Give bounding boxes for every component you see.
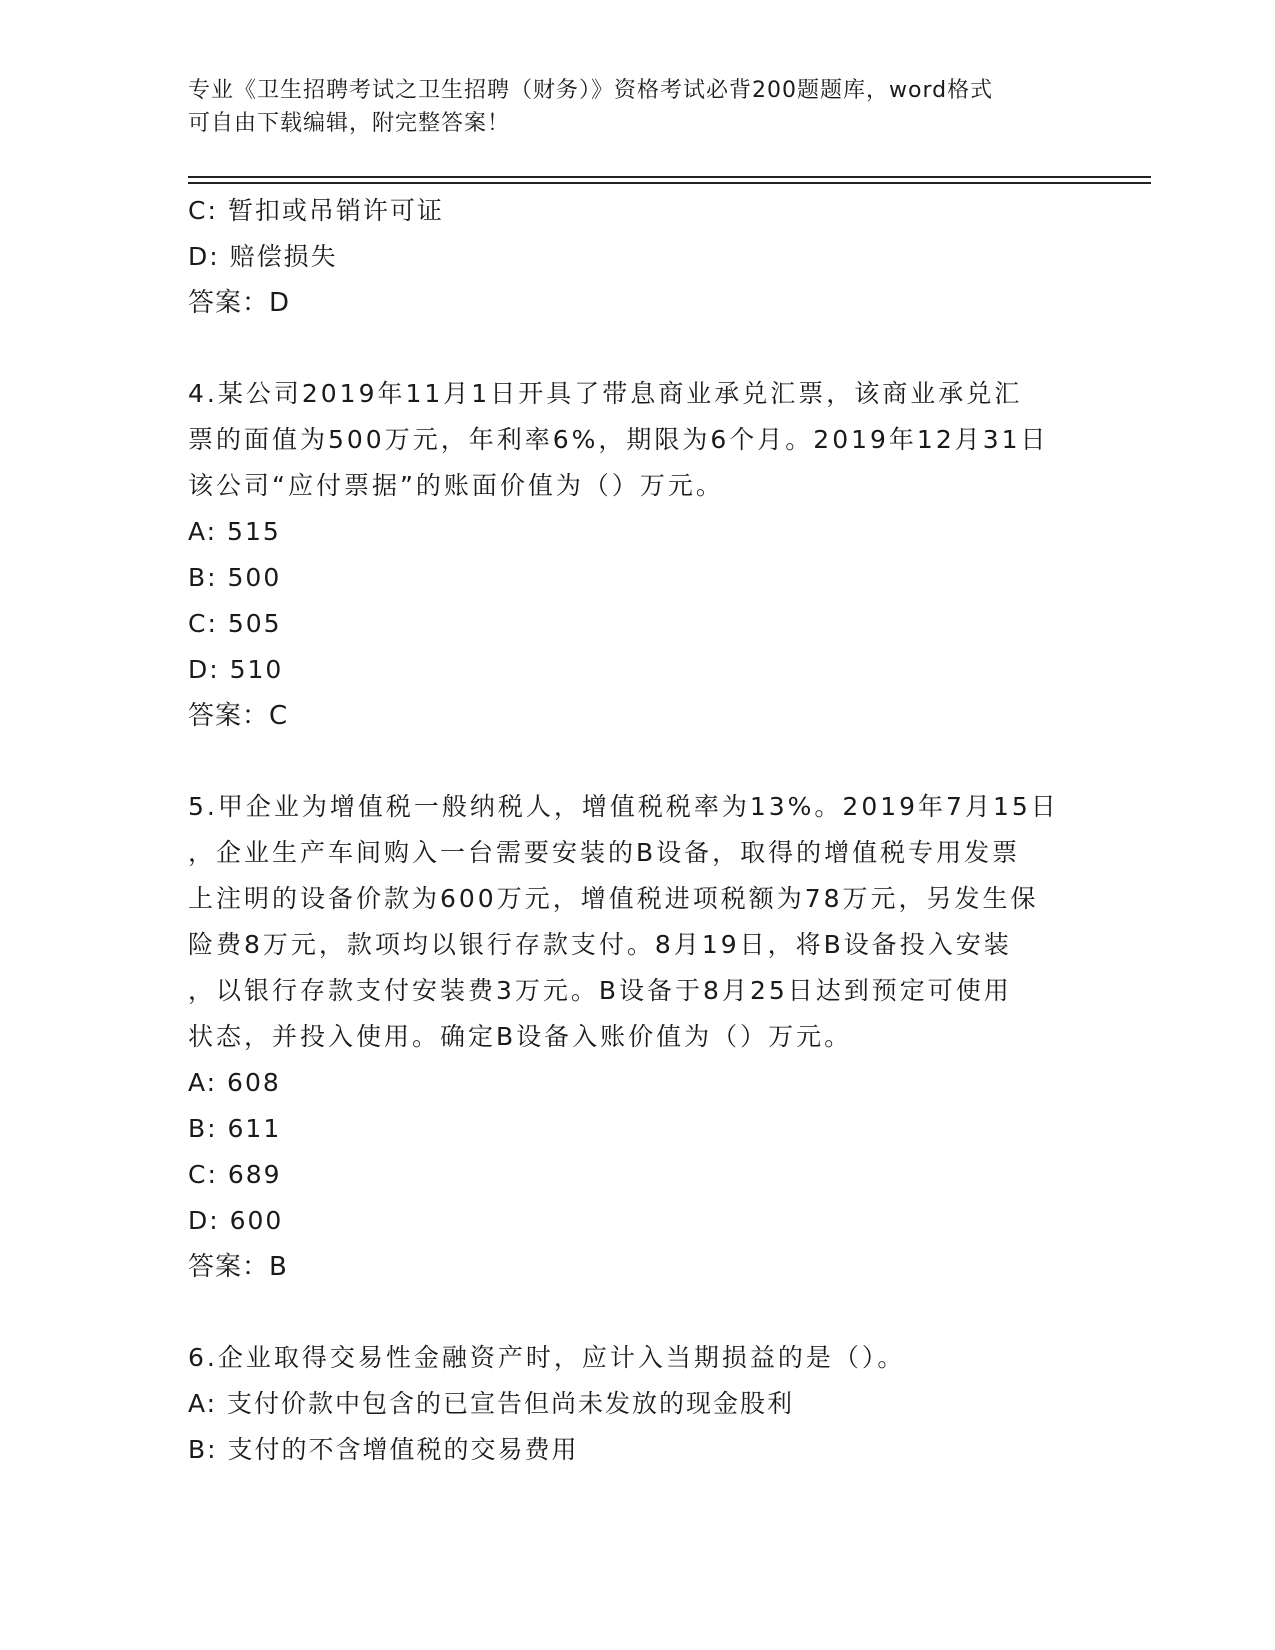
option-d: D: 赔偿损失 — [188, 242, 338, 271]
option-c: C: 505 — [188, 609, 282, 638]
option-d: D: 510 — [188, 655, 284, 684]
answer-line: 答案：B — [188, 1252, 288, 1282]
stem-line: 状态，并投入使用。确定B设备入账价值为（）万元。 — [188, 1022, 853, 1051]
header-line-1: 专业《卫生招聘考试之卫生招聘（财务）》资格考试必背200题题库，word格式 — [188, 78, 994, 103]
spacer — [188, 1290, 1088, 1335]
stem-line: 6.企业取得交易性金融资产时，应计入当期损益的是（）。 — [188, 1343, 906, 1372]
option-d: D: 600 — [188, 1206, 284, 1235]
option-c: C: 暂扣或吊销许可证 — [188, 196, 444, 225]
stem-line: 5.甲企业为增值税一般纳税人，增值税税率为13%。2019年7月15日 — [188, 792, 1059, 821]
stem-line: 险费8万元，款项均以银行存款支付。8月19日，将B设备投入安装 — [188, 930, 1012, 959]
spacer — [188, 739, 1088, 784]
stem-line: 4.某公司2019年11月1日开具了带息商业承兑汇票，该商业承兑汇 — [188, 379, 1023, 408]
question-stem — [188, 784, 1088, 1060]
spacer — [188, 326, 1088, 371]
question-list — [188, 188, 1088, 1473]
option-a: A: 608 — [188, 1068, 281, 1097]
stem-line: 票的面值为500万元，年利率6%，期限为6个月。2019年12月31日 — [188, 425, 1049, 454]
header-line-2: 可自由下载编辑，附完整答案！ — [188, 111, 511, 136]
question-4 — [188, 371, 1088, 739]
option-b: B: 500 — [188, 563, 282, 592]
option-a: A: 515 — [188, 517, 281, 546]
question-6 — [188, 1335, 1088, 1473]
option-a: A: 支付价款中包含的已宣告但尚未发放的现金股利 — [188, 1389, 795, 1418]
answer-line: 答案：D — [188, 288, 291, 318]
stem-line: ，以银行存款支付安装费3万元。B设备于8月25日达到预定可使用 — [188, 976, 1012, 1005]
option-b: B: 611 — [188, 1114, 282, 1143]
question-stem — [188, 371, 1088, 509]
option-c: C: 689 — [188, 1160, 282, 1189]
question-stem — [188, 1335, 1088, 1381]
option-b: B: 支付的不含增值税的交易费用 — [188, 1435, 579, 1464]
answer-line: 答案：C — [188, 701, 289, 731]
document-header — [188, 74, 1068, 140]
header-rule-top — [188, 176, 1151, 178]
stem-line: 该公司“应付票据”的账面价值为（）万元。 — [188, 471, 724, 500]
stem-line: 上注明的设备价款为600万元，增值税进项税额为78万元，另发生保 — [188, 884, 1039, 913]
question-3-tail — [188, 188, 1088, 326]
header-rule-bottom — [188, 182, 1151, 184]
stem-line: ，企业生产车间购入一台需要安装的B设备，取得的增值税专用发票 — [188, 838, 1021, 867]
question-5 — [188, 784, 1088, 1290]
